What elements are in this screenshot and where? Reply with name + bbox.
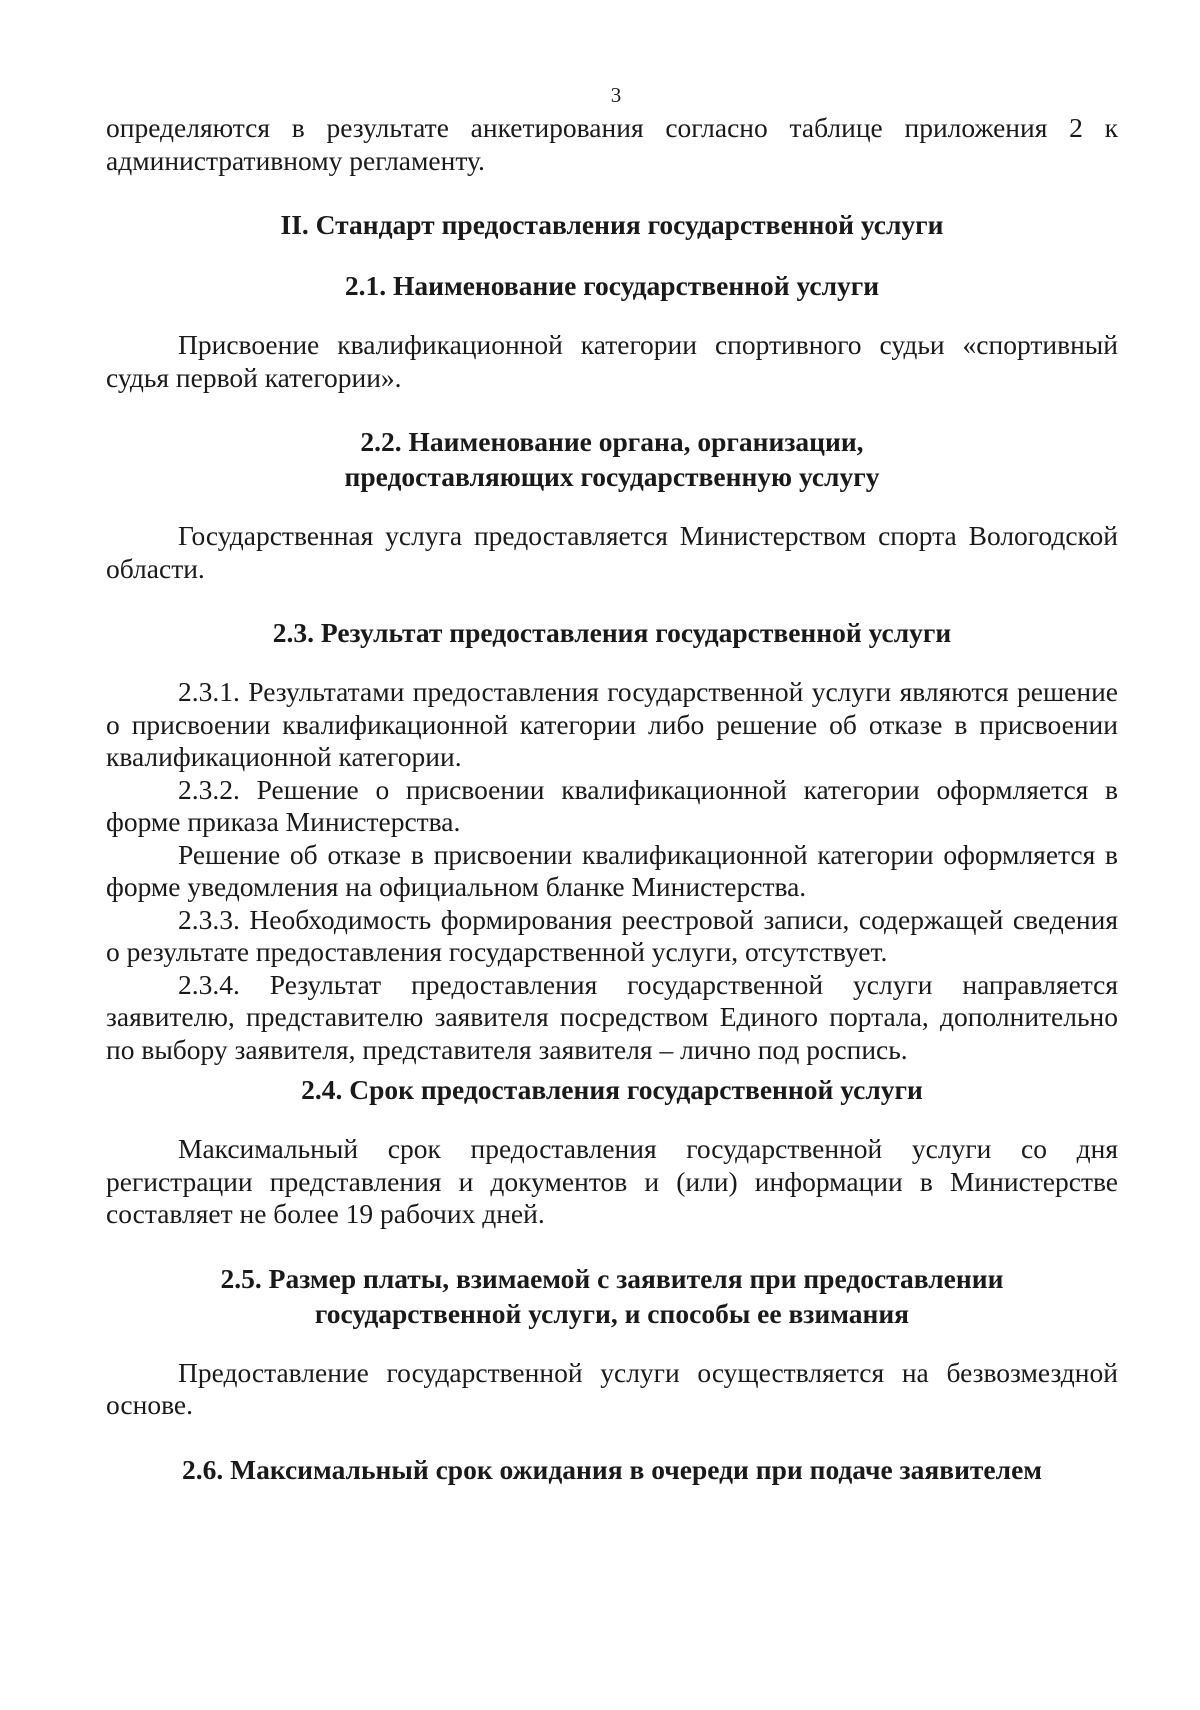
document-page bbox=[106, 80, 1118, 1487]
section-2-2-text: Государственная услуга предоставляется Министерством спорта Вологодской области. bbox=[106, 520, 1118, 584]
section-2-5-text: Предоставление государственной услуги осуществляется на безвозмездной основе. bbox=[106, 1356, 1118, 1420]
section-2-6-heading: 2.6. Максимальный срок ожидания в очереди при подаче заявителем bbox=[181, 1453, 1043, 1485]
section-2-3-4-text: 2.3.4. Результат предоставления государственной услуги направляется заявителю, представителю заявителя посредством Единого портала, дополнительно по выбору заявителя, представителя заявителя – лично под роспись. bbox=[106, 968, 1118, 1065]
section-2-4-heading: 2.4. Срок предоставления государственной услуги bbox=[301, 1074, 923, 1105]
section-2-2-heading-line-2: предоставляющих государственную услугу bbox=[344, 461, 880, 492]
section-2-3-2-text: 2.3.2. Решение о присвоении квалификационной категории оформляется в форме приказа Министерства. bbox=[106, 773, 1118, 837]
section-2-1-text: Присвоение квалификационной категории спортивного судьи «спортивный судья первой категории». bbox=[106, 329, 1118, 393]
section-2-3-heading: 2.3. Результат предоставления государственной услуги bbox=[272, 617, 952, 648]
section-2-5-heading-line-2: государственной услуги, и способы ее взимания bbox=[314, 1297, 910, 1329]
section-2-2-heading-line-1: 2.2. Наименование органа, организации, bbox=[360, 426, 864, 457]
section-2-3-1-text: 2.3.1. Результатами предоставления государственной услуги являются решение о присвоении квалификационной категории либо решение об отказе в присвоении квалификационной категории. bbox=[106, 676, 1118, 772]
section-2-2-heading bbox=[106, 424, 1118, 494]
section-2-heading: II. Стандарт предоставления государственной услуги bbox=[280, 209, 944, 240]
intro-paragraph: определяются в результате анкетирования согласно таблице приложения 2 к административному регламенту. bbox=[106, 112, 1118, 176]
page-number: 3 bbox=[610, 83, 622, 107]
section-2-5-heading-line-1: 2.5. Размер платы, взимаемой с заявителя при предоставлении bbox=[220, 1262, 1004, 1294]
section-2-4-text: Максимальный срок предоставления государственной услуги со дня регистрации представления и документов и (или) информации в Министерстве составляет не более 19 рабочих дней. bbox=[106, 1133, 1118, 1229]
section-2-1-heading: 2.1. Наименование государственной услуги bbox=[344, 270, 880, 301]
section-2-3-3-text: 2.3.3. Необходимость формирования реестровой записи, содержащей сведения о результате предоставления государственной услуги, отсутствует. bbox=[106, 903, 1118, 967]
section-2-3-2-refusal-text: Решение об отказе в присвоении квалификационной категории оформляется в форме уведомления на официальном бланке Министерства. bbox=[106, 838, 1118, 902]
section-2-5-heading bbox=[106, 1261, 1118, 1331]
